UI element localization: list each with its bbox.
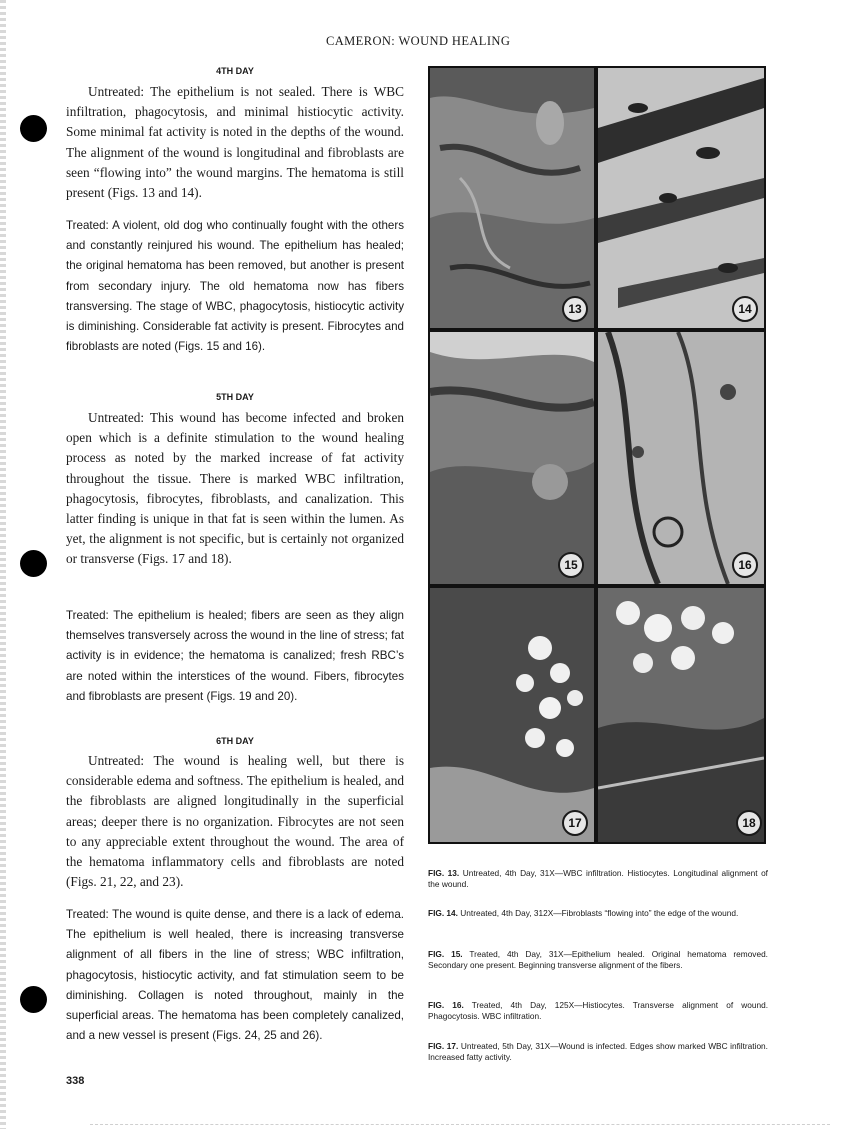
binder-hole xyxy=(20,550,47,577)
paragraph-untreated: Untreated: This wound has become infected and broken open which is a definite stimulation to the wound healing process as noted by the marked increase of fat activity throughout the tissue. There is marked WBC infiltration, phagocytosis, fibrocytes, fibroblasts, and canalization. This latter finding is unique in that fat is seen within the lumen. As yet, the alignment is not specific, but is certainly not organized or transverse (Figs. 17 and 18). xyxy=(66,410,404,567)
figure-caption-text: Untreated, 4th Day, 31X—WBC infiltration. Histiocytes. Longitudinal alignment of the wound. xyxy=(428,868,768,889)
figure-caption-label: FIG. 16. xyxy=(428,1000,464,1010)
paragraph-treated: Treated: The wound is quite dense, and there is a lack of edema. The epithelium is well healed, there is increasing transverse alignment of all fibers in the line of stress; WBC infiltration, phagocytosis, histiocytic activity, and fat stimulation seem to be diminishing. Collagen is noted throughout, mainly in the superficial areas. The hematoma has been completely canalized, and a new vessel is present (Figs. 24, 25 and 26). xyxy=(66,908,404,1043)
figure-caption-text: Treated, 4th Day, 31X—Epithelium healed. Original hematoma removed. Secondary one present. Beginning transverse alignment of the fibers. xyxy=(428,949,768,970)
figure-caption xyxy=(428,868,768,889)
figure-16-image xyxy=(598,332,764,584)
paragraph-treated: Treated: A violent, old dog who continually fought with the others and constantly reinjured his wound. The epithelium has healed; the original hematoma has been removed, but another is present from secondary injury. The old hematoma now has fibers transversing. The stage of WBC, phagocytosis, histiocytic activity is diminishing. Considerable fat activity is present. Fibrocytes and fibroblasts are noted (Figs. 15 and 16). xyxy=(66,219,404,354)
section-heading: 6TH DAY xyxy=(216,736,254,746)
figure-13-image xyxy=(430,68,594,328)
figure-number-badge: 17 xyxy=(562,810,588,836)
figure-caption-text: Untreated, 4th Day, 312X—Fibroblasts “flowing into” the edge of the wound. xyxy=(460,908,739,918)
figure-caption xyxy=(428,1041,768,1062)
figure-caption-text: Treated, 4th Day, 125X—Histiocytes. Transverse alignment of wound. Phagocytosis. WBC infiltration. xyxy=(428,1000,768,1021)
paragraph-treated: Treated: The epithelium is healed; fibers are seen as they align themselves transversely across the wound in the line of stress; fat activity is in evidence; the hematoma is canalized; fresh RBC’s are noted within the interstices of the wound. Fibers, fibrocytes and fibroblasts are present (Figs. 19 and 20). xyxy=(66,609,404,703)
figure-15-image xyxy=(430,332,594,584)
figure-number-badge: 15 xyxy=(558,552,584,578)
binder-hole xyxy=(20,115,47,142)
paragraph-untreated: Untreated: The wound is healing well, but there is considerable edema and softness. The epithelium is healed, and the fibroblasts are aligned longitudinally in the superficial areas; deeper there is no organization. Fibrocytes are not seen to any appreciable extent throughout the wound. The area of the hematoma inflammatory cells and fibroblasts are noted (Figs. 21, 22, and 23). xyxy=(66,753,404,890)
figure-number-badge: 16 xyxy=(732,552,758,578)
figure-caption xyxy=(428,949,768,970)
paragraph-untreated: Untreated: The epithelium is not sealed. There is WBC infiltration, phagocytosis, and minimal histiocytic activity. Some minimal fat activity is noted in the depths of the wound. The alignment of the wound is longitudinal and fibroblasts are seen “flowing into” the wound margins. The hematoma is still present (Figs. 13 and 14). xyxy=(66,84,404,201)
figure-caption-label: FIG. 15. xyxy=(428,949,463,959)
section-heading: 4TH DAY xyxy=(216,66,254,76)
figure-caption-label: FIG. 13. xyxy=(428,868,460,878)
section-heading: 5TH DAY xyxy=(216,392,254,402)
figure-14-image xyxy=(598,68,764,328)
running-head: CAMERON: WOUND HEALING xyxy=(326,34,511,48)
figure-caption-label: FIG. 14. xyxy=(428,908,458,918)
figure-18-image xyxy=(598,588,764,842)
figure-number-badge: 18 xyxy=(736,810,762,836)
figure-number-badge: 14 xyxy=(732,296,758,322)
figure-caption xyxy=(428,908,768,919)
figure-number-badge: 13 xyxy=(562,296,588,322)
photomicrograph-plate xyxy=(428,66,766,844)
page-number: 338 xyxy=(66,1075,85,1087)
bottom-rule xyxy=(90,1124,830,1125)
figure-caption xyxy=(428,1000,768,1021)
figure-caption-text: Untreated, 5th Day, 31X—Wound is infected. Edges show marked WBC infiltration. Increased fatty activity. xyxy=(428,1041,768,1062)
page-edge xyxy=(0,0,6,1129)
figure-17-image xyxy=(430,588,594,842)
figure-caption-label: FIG. 17. xyxy=(428,1041,459,1051)
binder-hole xyxy=(20,986,47,1013)
